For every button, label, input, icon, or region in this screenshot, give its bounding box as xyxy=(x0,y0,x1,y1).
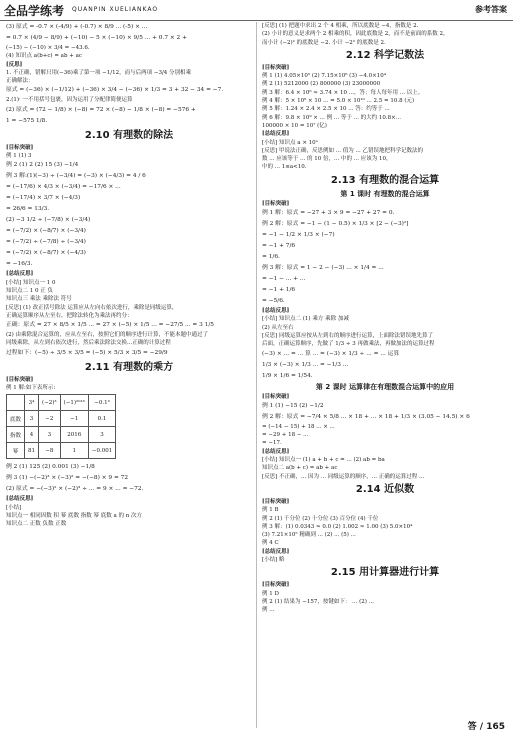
table-header-cell: −0.1³ xyxy=(88,395,115,411)
table-cell: −0.001 xyxy=(88,443,115,459)
text-line: 知识点一 相同因数 积 幂 底数 指数 幂 底数 a 的 n 次方 xyxy=(6,512,143,519)
text-line: 知识点二 1 0 正 负 xyxy=(6,287,53,294)
table-cell: 2016 xyxy=(60,427,88,443)
text-line: 例 2 (1) 2 (2) 15 (3) −1/4 xyxy=(6,162,79,169)
text-line: 原式 = (−36) × (−1/12) + (−36) × 3/4 − (−36) × 1/3 = 3 + 32 − 34 = −7. xyxy=(6,87,224,94)
left-column xyxy=(6,22,252,732)
target-tag: [目标突破] xyxy=(6,144,34,151)
text-line: 例 2 解：原式 = −1 − (1 − 0.5) × 1/3 × [2 − (−3)²] xyxy=(262,221,409,228)
table-cell: 3 xyxy=(39,427,61,443)
part1-block xyxy=(6,22,252,127)
table-cell: 幂 xyxy=(7,443,25,459)
reflection-tag: [反思] xyxy=(6,61,23,68)
target-tag: [目标突破] xyxy=(262,582,290,589)
section-title-2-10: 2.10 有理数的除法 xyxy=(84,129,174,141)
target-tag: [目标突破] xyxy=(262,393,290,400)
table-cell: 0.1 xyxy=(88,411,115,427)
section-title-2-14: 2.14 近似数 xyxy=(355,483,415,495)
text-line: 例 1 (1) −15 (2) −1/2 xyxy=(262,402,324,409)
table-cell: 3 xyxy=(88,427,115,443)
brand-logo-text: 全品学练考 xyxy=(4,4,65,18)
text-line: 例 2 (1) 千分位 (2) 十分位 (3) 百分位 (4) 千位 xyxy=(262,515,379,522)
text-line: = (−7/2) × (−8/7) × (−3/4) xyxy=(6,228,86,235)
text-line: 例 3 解：6.4 × 10⁶ ≈ 3.74 × 10 ...，答：每人每年用 ... 以上。 xyxy=(262,89,424,96)
text-line: [反思] 甲说法正确，反思例如 ... 值为 ... 乙错误地把科学记数法的 xyxy=(262,147,424,154)
text-line: 1/3 × (−3) × 1/3 ... = −1/3 ... xyxy=(262,361,349,368)
text-line: 数 ... 应该等于 ... 的 10 倍，... 中的 ... 应该为 10， xyxy=(262,156,392,163)
text-line: (2) 从左至右 xyxy=(262,324,294,331)
column-divider xyxy=(256,22,257,728)
text-line: 例 3 (1) −(−2)³ × (−3)² = −(−8) × 9 = 72 xyxy=(6,475,129,482)
text-line: 知识点二 a(b + c) = ab + ac xyxy=(262,465,338,472)
text-line: 例 3 解：原式 = 1 − 2 − (−3) ... × 1/4 = ... xyxy=(262,265,384,272)
text-line: (4) 知识点 a(b+c) = ab + ac xyxy=(6,53,82,60)
table-cell: 4 xyxy=(25,427,39,443)
text-line: (−15) − (−10) × 3/4 = −43.6. xyxy=(6,45,90,51)
answers-title: 参考答案 xyxy=(475,5,507,14)
table-cell: −2 xyxy=(39,411,61,427)
summary-tag: [总结反思] xyxy=(262,548,290,555)
text-line: 例 2 (1) 结果为 −157，按键如下： ... (2) ... xyxy=(262,598,374,605)
text-line: 例 6 解：9.8 × 10⁹ × ... 例 ... 等于 ... 的大约 10.8×... xyxy=(262,114,401,121)
table-cell: −8 xyxy=(39,443,61,459)
text-line: 1 = −575 1/8. xyxy=(6,117,48,124)
text-line: = −29 + 18 − ... xyxy=(262,432,309,439)
summary-tag: [总结反思] xyxy=(6,271,34,278)
text-line: 1. 不正确，错解只用(−36)乘了第一项 −1/12，而与后两项 −3/4 分别相乘 xyxy=(6,69,192,76)
section-title-2-12: 2.12 科学记数法 xyxy=(345,49,425,61)
text-line: = (−17/6) × 4/3 × (−3/4) = −17/6 × ... xyxy=(6,184,121,191)
text-line: 例 1 (1) 3 xyxy=(6,153,32,160)
summary-tag: [总结反思] xyxy=(6,496,34,503)
text-line: 例 ... xyxy=(262,607,275,614)
text-line: = (−7/2) ÷ (−7/8) ÷ (−3/4) xyxy=(6,239,86,246)
text-line: (3) 原式 = -0.7 × (-4/9) + (-0.7) × 8/9 ... (-5) × ... xyxy=(6,24,148,30)
text-line: = −5/6. xyxy=(262,298,285,305)
text-line: 例 1 (1) 4.05×10⁵ (2) 7.15×10⁶ (3) −4.0×10⁴ xyxy=(262,73,386,80)
text-line: = (−7/2) × (−8/7) × (−4/3) xyxy=(6,250,86,257)
text-line: 过程如下：(−5) ÷ 3/5 × 3/5 = (−5) × 5/3 × 3/5 = −29/9 xyxy=(6,349,168,356)
text-line: [小结] xyxy=(6,504,22,511)
text-line: (2) 小计的意义是求两个 2 相乘的积，因此底数是 2，而不是前面的系数 2， xyxy=(262,31,449,38)
page-header xyxy=(0,0,513,21)
text-line: 例 1 解:如下表所示: xyxy=(6,385,56,392)
text-line: 例 2 (1) 5212000 (2) 800000 (3) 23000000 xyxy=(262,81,381,88)
table-header-cell: 3⁴ xyxy=(25,395,39,411)
text-line: = −1 + 7/6 xyxy=(262,243,296,250)
text-line: 同级乘除，从左到右依次进行，然后乘法除法交换...正确的计算过程 xyxy=(6,340,171,347)
text-line: = (−14 − 15) + 18 ... × ... xyxy=(262,423,335,430)
text-line: (3) 7.21×10⁵ 精确到 ... (2) ... (5) ... xyxy=(262,532,356,539)
text-line: [小结] 略 xyxy=(262,556,285,563)
table-header-cell: (−2)³ xyxy=(39,395,61,411)
lesson-title-2: 第 2 课时 运算律在有理数混合运算中的应用 xyxy=(315,382,455,391)
summary-tag: [总结反思] xyxy=(262,448,290,455)
text-line: [反思] (1) 把题中求出 2 个 4 相乘，所以底数是 −4，指数是 2. xyxy=(262,23,419,29)
text-line: 知识点三 乘法 乘除法 符号 xyxy=(6,296,72,303)
lesson-title-1: 第 1 课时 有理数的混合运算 xyxy=(340,189,430,198)
table-cell: 81 xyxy=(25,443,39,459)
table-row xyxy=(7,411,116,427)
text-line: 例 5 解：1.24 × 2.4 × 2.5 × 10 ... 答：约等于 ... xyxy=(262,106,390,113)
text-line: 知识点二 正数 负数 正数 xyxy=(6,521,67,528)
text-line: (2) −3 1/2 ÷ (−7/8) × (−3/4) xyxy=(6,217,91,224)
text-line: = −16/3. xyxy=(6,261,33,268)
target-tag: [目标突破] xyxy=(262,64,290,71)
text-line: = −1 − 1/2 × 1/3 × (−7) xyxy=(262,232,335,239)
text-line: = −1 − ... + ... xyxy=(262,276,306,283)
text-line: [小结] 知识点 a × 10ⁿ xyxy=(262,139,319,146)
section-title-2-13: 2.13 有理数的混合运算 xyxy=(330,174,440,186)
section-title-2-11: 2.11 有理数的乘方 xyxy=(84,361,174,373)
text-line: 例 4 解：5 × 10⁶ × 10 ... = 5.0 × 10¹⁰ ... 2.5 = 10.8 (元) xyxy=(262,98,415,105)
text-line: (2) 原式 = (72 − 1/8) × (−8) = 72 × (−8) − 1/8 × (−8) = −576 + xyxy=(6,106,196,113)
text-line: 例 3 解:(1)(−3) ÷ (−3/4) = (−3) × (−4/3) = 4 / 6 xyxy=(6,173,146,180)
power-table xyxy=(6,394,116,459)
right-column xyxy=(262,22,508,732)
text-line: 1/9 × 1/6 = 1/54. xyxy=(262,372,313,379)
text-line: = (−17/4) × 3/7 × (−4/3) xyxy=(6,195,81,202)
table-cell: 3 xyxy=(25,411,39,427)
text-line: (2) 由乘除混合运算的，应从左至右，按照它们的顺序进行计算，不能本题中通过了 xyxy=(6,332,209,339)
text-line: [小结] 知识点二 (1) 乘方 乘除 加减 xyxy=(262,316,349,323)
table-cell: 底数 xyxy=(7,411,25,427)
text-line: = 1/6. xyxy=(262,254,280,261)
text-line: = 26/6 = 13/3. xyxy=(6,206,50,213)
summary-tag: [总结反思] xyxy=(262,131,290,138)
summary-tag: [总结反思] xyxy=(262,308,290,315)
text-line: 而小计 (−2)² 的底数是 −2. 小计 −2² 的底数是 2. xyxy=(262,39,386,46)
text-line: 例 2 (1) 125 (2) 0.001 (3) −1/8 xyxy=(6,464,95,471)
text-line: 2.(1)· 一不用括号包裹，因为运用了分配律简便运算 xyxy=(6,97,133,104)
text-line: = −17. xyxy=(262,440,282,447)
target-tag: [目标突破] xyxy=(6,376,34,383)
text-line: 正确解法： xyxy=(6,78,34,85)
text-line: 100000 × 10 = 10⁷ (亿) xyxy=(262,122,327,129)
text-line: [小结] 知识点一 (1) a + b + c = ... (2) ab = ba xyxy=(262,457,385,464)
table-cell: −1 xyxy=(60,411,88,427)
section-title-2-15: 2.15 用计算器进行计算 xyxy=(330,567,440,579)
table-row xyxy=(7,427,116,443)
text-line: 正确：原式 = 27 × 8/5 × 1/5 ... = 27 × (−5) × 1/5 ... = −27/5 ... = 3 1/5 xyxy=(6,322,214,329)
text-line: [反思] 同级运算应按从左到右的顺序进行运算，上面除法错误地先算了 xyxy=(262,332,434,339)
target-tag: [目标突破] xyxy=(262,498,290,505)
table-cell: 指数 xyxy=(7,427,25,443)
table-row xyxy=(7,443,116,459)
text-line: 例 1 D xyxy=(262,590,279,597)
text-line: 后面，正确运算顺序，先做了 1/3 ÷ 3 再做乘法，再做加法的运算过程 xyxy=(262,341,435,348)
text-line: = 0.7 × (4/9 − 8/9) + (−10) − 5 × (−10) × 9/5 ... + 0.7 × 2 + xyxy=(6,35,187,41)
table-header-cell: (−1)²⁰¹⁶ xyxy=(60,395,88,411)
text-line: 例 1 解：原式 = −27 + 3 × 9 = −27 + 27 = 0. xyxy=(262,210,395,217)
text-line: (−3) × ... = ... 算 ... = (−3) × 1/3 ÷ ... = ... 运算 xyxy=(262,350,400,357)
text-line: 正确运算顺序从左至右，把除法转化为乘法再约分： xyxy=(6,312,133,319)
text-line: [反思] 不正确，... 因为 ... 同级运算的顺序，... 正确的运算过程 ... xyxy=(262,473,425,480)
brand-subtitle: QUANPIN XUELIANKAO xyxy=(72,6,159,13)
text-line: [小结] 知识点一 1 0 xyxy=(6,279,56,286)
text-line: 例 1 B xyxy=(262,507,279,514)
text-line: = −1 + 1/6 xyxy=(262,287,296,294)
table-header-cell xyxy=(7,395,25,411)
page-number: 答 / 165 xyxy=(467,722,505,732)
text-line: 例 4 C xyxy=(262,540,279,547)
text-line: 例 2 解：原式 = −7/4 × 5/8 ... × 18 + ... × 18 + 1/3 × (3.05 − 14.5) × 6 xyxy=(262,413,470,420)
target-tag: [目标突破] xyxy=(262,200,290,207)
text-line: [反思] (1) 改正括号除法 运算应从左向右依次进行，乘除是同级运算， xyxy=(6,304,178,311)
text-line: 例 3 解：(1) 0.0343 ≈ 0.0 (2) 1.002 ≈ 1.00 (3) 5.0×10⁴ xyxy=(262,523,413,530)
text-line: (2) 原式 = −(−3)² × (−2)³ ÷ ... = 9 × ... = −72. xyxy=(6,486,144,493)
text-line: 中的 ... 1≤a<10. xyxy=(262,164,307,171)
table-header-row xyxy=(7,395,116,411)
table-cell: 1 xyxy=(60,443,88,459)
